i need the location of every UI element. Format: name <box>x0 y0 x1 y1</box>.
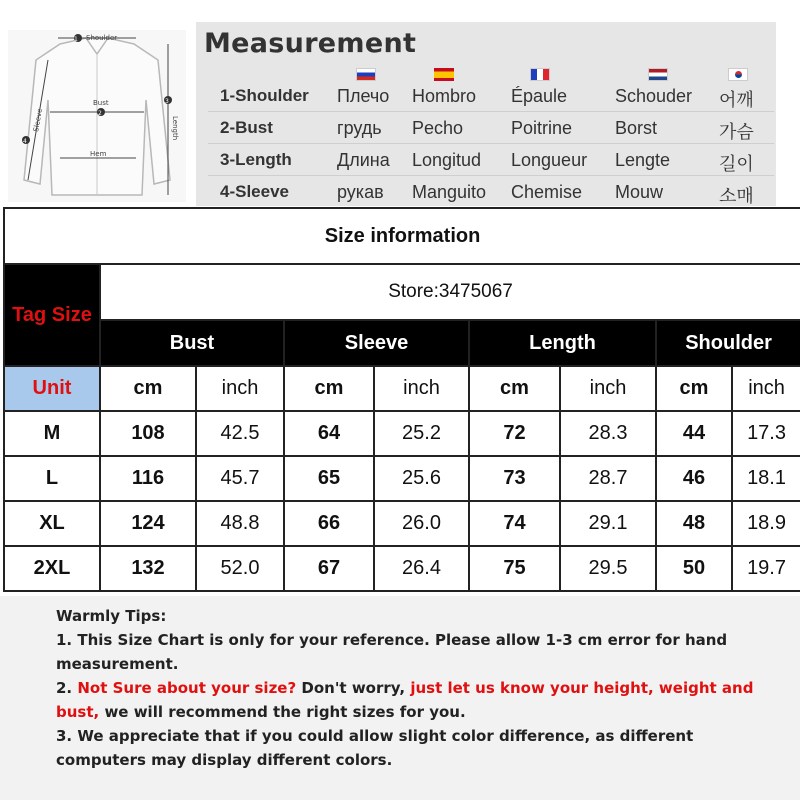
tip-2 <box>56 676 776 724</box>
shoulder-cm: 50 <box>656 546 732 591</box>
russian-term: Плечо <box>337 86 390 106</box>
spanish-term: Longitud <box>412 150 482 170</box>
tip-2-reassure: Don't worry, <box>296 679 411 697</box>
length-cm: 73 <box>469 456 560 501</box>
measurement-row-bust <box>208 112 774 144</box>
french-term: Longueur <box>511 150 588 170</box>
table-row <box>4 411 800 456</box>
unit-inch: inch <box>196 366 284 411</box>
diagram-marker-3: 3 <box>165 98 169 105</box>
measurement-name: 2-Bust <box>220 118 273 137</box>
tip-1: 1. This Size Chart is only for your reference. Please allow 1-3 cm error for hand measurement. <box>56 631 728 673</box>
tip-2-question: Not Sure about your size? <box>77 679 297 697</box>
header-shoulder: Shoulder <box>656 320 800 366</box>
header-bust: Bust <box>100 320 284 366</box>
russian-term: рукав <box>337 182 384 202</box>
diagram-label-length: Length <box>171 116 179 141</box>
size-label: M <box>4 411 100 456</box>
tip-2-promise: we will recommend the right sizes for you. <box>99 703 466 721</box>
measurement-row-length <box>208 144 774 176</box>
sleeve-inch: 26.0 <box>374 501 469 546</box>
unit-label: Unit <box>4 366 100 411</box>
bust-inch: 48.8 <box>196 501 284 546</box>
sleeve-cm: 66 <box>284 501 374 546</box>
bust-inch: 42.5 <box>196 411 284 456</box>
diagram-marker-2: 2 <box>98 110 102 117</box>
sleeve-inch: 25.2 <box>374 411 469 456</box>
measurement-row-shoulder <box>208 80 774 112</box>
diagram-marker-1: 1 <box>74 36 78 43</box>
table-row <box>4 501 800 546</box>
tips-heading: Warmly Tips: <box>56 607 167 625</box>
shirt-diagram <box>8 30 186 202</box>
tag-size-label: Tag Size <box>4 264 100 366</box>
spanish-term: Hombro <box>412 86 477 106</box>
bust-cm: 132 <box>100 546 196 591</box>
korean-term: 길이 <box>719 154 754 175</box>
length-inch: 29.1 <box>560 501 656 546</box>
shoulder-inch: 18.1 <box>732 456 800 501</box>
korean-term: 가슴 <box>719 122 754 143</box>
unit-inch: inch <box>732 366 800 411</box>
measurement-name: 3-Length <box>220 150 292 169</box>
bust-cm: 116 <box>100 456 196 501</box>
dutch-term: Mouw <box>615 182 664 202</box>
shirt-outline-icon <box>8 30 186 202</box>
unit-cm: cm <box>469 366 560 411</box>
measurement-title: Measurement <box>204 28 417 59</box>
bust-inch: 45.7 <box>196 456 284 501</box>
shoulder-inch: 17.3 <box>732 411 800 456</box>
french-term: Épaule <box>511 86 568 106</box>
length-cm: 72 <box>469 411 560 456</box>
measurement-name: 4-Sleeve <box>220 182 289 201</box>
french-term: Poitrine <box>511 118 573 138</box>
diagram-label-shoulder: Shoulder <box>86 34 118 42</box>
diagram-label-bust: Bust <box>93 99 109 107</box>
measurement-section <box>0 0 800 206</box>
tip-3: 3. We appreciate that if you could allow slight color difference, as different computers may display different colors. <box>56 727 694 769</box>
length-inch: 28.7 <box>560 456 656 501</box>
sleeve-inch: 26.4 <box>374 546 469 591</box>
size-information-title: Size information <box>4 208 800 264</box>
length-inch: 28.3 <box>560 411 656 456</box>
unit-inch: inch <box>374 366 469 411</box>
sleeve-inch: 25.6 <box>374 456 469 501</box>
unit-cm: cm <box>100 366 196 411</box>
tip-2-number: 2. <box>56 679 78 697</box>
header-sleeve: Sleeve <box>284 320 469 366</box>
shoulder-inch: 19.7 <box>732 546 800 591</box>
bust-cm: 108 <box>100 411 196 456</box>
french-term: Chemise <box>511 182 583 202</box>
diagram-marker-4: 4 <box>23 138 27 145</box>
header-length: Length <box>469 320 656 366</box>
sleeve-cm: 65 <box>284 456 374 501</box>
diagram-label-hem: Hem <box>90 150 107 158</box>
spanish-term: Manguito <box>412 182 487 202</box>
spanish-term: Pecho <box>412 118 464 138</box>
shoulder-cm: 48 <box>656 501 732 546</box>
shoulder-cm: 44 <box>656 411 732 456</box>
store-id: Store:3475067 <box>100 264 800 320</box>
diagram-label-sleeve: Sleeve <box>32 107 45 133</box>
unit-inch: inch <box>560 366 656 411</box>
korean-term: 어깨 <box>719 90 754 111</box>
measurement-name: 1-Shoulder <box>220 86 309 105</box>
size-chart-table <box>3 207 800 592</box>
length-cm: 74 <box>469 501 560 546</box>
tip-2-request: just let us know your height, weight and bust, <box>56 679 754 721</box>
bust-inch: 52.0 <box>196 546 284 591</box>
length-inch: 29.5 <box>560 546 656 591</box>
dutch-term: Lengte <box>615 150 671 170</box>
size-label: L <box>4 456 100 501</box>
table-row <box>4 456 800 501</box>
dutch-term: Borst <box>615 118 658 138</box>
shoulder-inch: 18.9 <box>732 501 800 546</box>
bust-cm: 124 <box>100 501 196 546</box>
shoulder-cm: 46 <box>656 456 732 501</box>
size-label: XL <box>4 501 100 546</box>
dutch-term: Schouder <box>615 86 693 106</box>
length-cm: 75 <box>469 546 560 591</box>
russian-term: Длина <box>337 150 390 170</box>
unit-cm: cm <box>284 366 374 411</box>
table-row <box>4 546 800 591</box>
unit-cm: cm <box>656 366 732 411</box>
measurement-translation-panel <box>196 22 776 206</box>
sleeve-cm: 64 <box>284 411 374 456</box>
measurement-row-sleeve <box>208 176 774 208</box>
korean-term: 소매 <box>719 186 754 207</box>
sleeve-cm: 67 <box>284 546 374 591</box>
warmly-tips-section <box>0 596 800 800</box>
russian-term: грудь <box>337 118 382 138</box>
size-label: 2XL <box>4 546 100 591</box>
